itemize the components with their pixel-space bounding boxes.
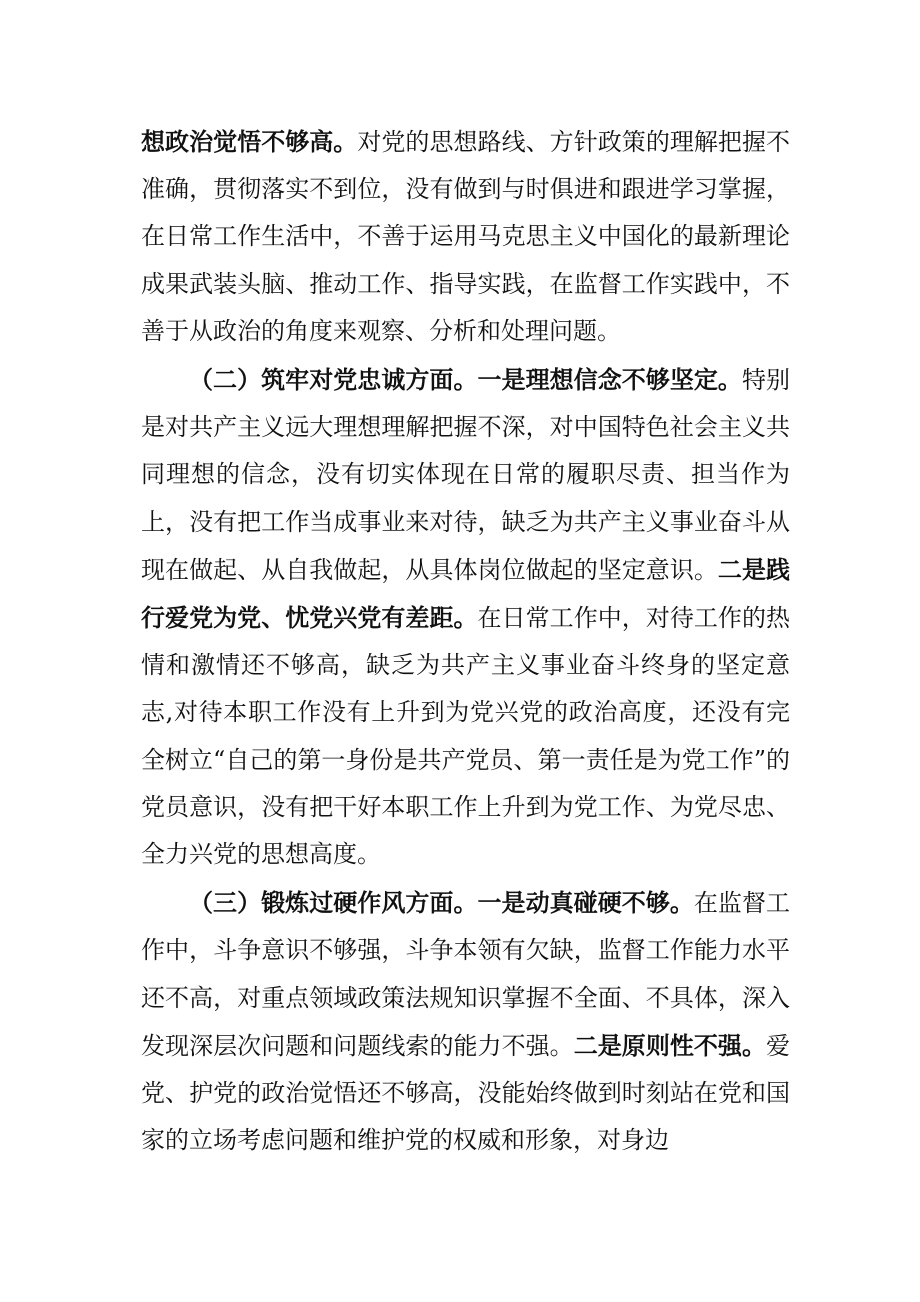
paragraph-2 (141, 356, 790, 878)
body-text: 爱党、护党的政治觉悟还不够高，没能始终做到时刻站在党和国家的立场考虑问题和维护党的权威和形象，对身边 (141, 1031, 791, 1155)
heading-run: 二是践行爱党为党、忧党兴党有差距。 (141, 554, 790, 633)
heading-run: （二）筑牢对党忠诚方面。一是理想信念不够坚定。 (189, 365, 742, 395)
body-text: 对党的思想路线、方针政策的理解把握不准确，贯彻落实不到位，没有做到与时俱进和跟进学习掌握，在日常工作生活中，不善于运用马克思主义中国化的最新理论成果武装头脑、推动工作、指导实践，在监督工作实践中，不善于从政治的角度来观察、分析和处理问题。 (141, 128, 791, 345)
heading-run: 想政治觉悟不够高。 (141, 127, 358, 156)
body-text: 特别是对共产主义远大理想理解把握不深，对中国特色社会主义共同理想的信念，没有切实体现在日常的履职尽责、担当作为上，没有把工作当成事业来对待，缺乏为共产主义事业奋斗从现在做起、从自我做起，从具体岗位做起的坚定意识。 (141, 366, 791, 584)
body-text: 在日常工作中，对待工作的热情和激情还不够高，缺乏为共产主义事业奋斗终身的坚定意志,对待本职工作没有上升到为党兴党的政治高度，还没有完全树立“自己的第一身份是共产党员、第一责任是为党工作”的党员意识，没有把干好本职工作上升到为党工作、为党尽忠、全力兴党的思想高度。 (141, 604, 791, 869)
paragraph-3 (141, 879, 790, 1164)
heading-run: （三）锻炼过硬作风方面。一是动真碰硬不够。 (189, 888, 694, 918)
heading-run: 二是原则性不强。 (573, 1030, 767, 1060)
body-text: 在监督工作中，斗争意识不够强，斗争本领有欠缺，监督工作能力水平还不高，对重点领域政策法规知识掌握不全面、不具体，深入发现深层次问题和问题线索的能力不强。 (141, 889, 790, 1060)
paragraph-1 (141, 118, 790, 355)
